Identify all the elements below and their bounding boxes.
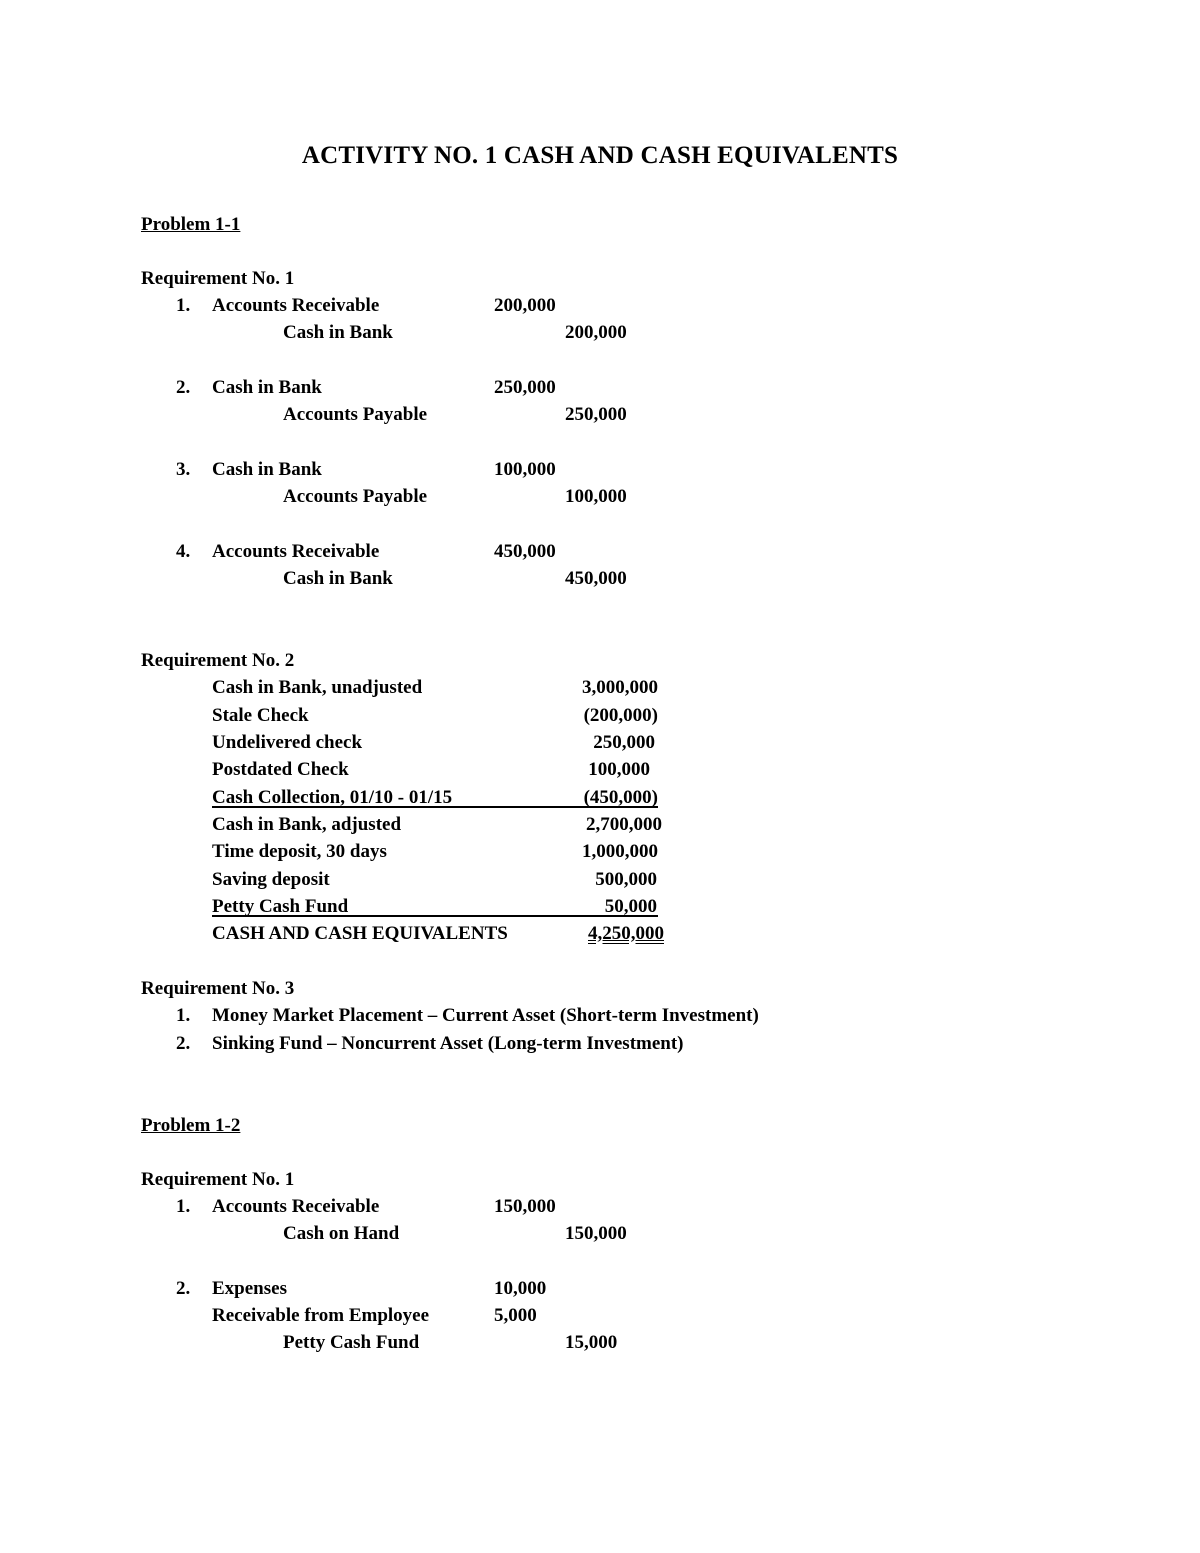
req3-item-number: 2. [176, 1033, 191, 1054]
p2-entry1-debit-amount: 150,000 [494, 1196, 556, 1217]
req2-row-label: Time deposit, 30 days [212, 841, 387, 862]
req2-total-label: CASH AND CASH EQUIVALENTS [212, 923, 508, 944]
subtotal-underline [212, 806, 658, 808]
req2-row-label: Undelivered check [212, 732, 363, 753]
p1-entry4-debit-account: Accounts Receivable [212, 541, 380, 562]
problem-1-1-heading: Problem 1-1 [141, 214, 241, 235]
p2-entry1-number: 1. [176, 1196, 191, 1217]
req2-row-amount: (450,000) [583, 787, 658, 808]
p2-entry2-debit1-account: Expenses [212, 1278, 287, 1299]
req2-row-amount: 3,000,000 [582, 677, 658, 698]
req2-total-amount: 4,250,000 [588, 923, 664, 944]
p1-entry3-debit-account: Cash in Bank [212, 459, 322, 480]
p1-entry2-number: 2. [176, 377, 191, 398]
p2-entry2-debit1-amount: 10,000 [494, 1278, 547, 1299]
req3-item-text: Sinking Fund – Noncurrent Asset (Long-term Investment) [212, 1033, 684, 1054]
req2-row-amount: 500,000 [595, 869, 657, 890]
req2-row-amount: 250,000 [593, 732, 655, 753]
req2-row-amount: (200,000) [583, 705, 658, 726]
p2-req1-heading: Requirement No. 1 [141, 1169, 295, 1190]
req3-item-number: 1. [176, 1005, 191, 1026]
p1-entry3-credit-amount: 100,000 [565, 486, 627, 507]
p1-entry3-credit-account: Accounts Payable [283, 486, 428, 507]
p1-entry1-debit-amount: 200,000 [494, 295, 556, 316]
req2-row-label: Cash Collection, 01/10 - 01/15 [212, 787, 453, 808]
req2-row-amount: 2,700,000 [586, 814, 662, 835]
p1-entry1-debit-account: Accounts Receivable [212, 295, 380, 316]
p1-entry4-debit-amount: 450,000 [494, 541, 556, 562]
req2-row-label: Saving deposit [212, 869, 330, 890]
req2-row-amount: 50,000 [604, 896, 657, 917]
p1-entry1-number: 1. [176, 295, 191, 316]
p2-entry1-credit-account: Cash on Hand [283, 1223, 400, 1244]
p1-req1-heading: Requirement No. 1 [141, 268, 295, 289]
req2-row-amount: 100,000 [588, 759, 650, 780]
p2-entry1-credit-amount: 150,000 [565, 1223, 627, 1244]
p2-entry2-credit-amount: 15,000 [565, 1332, 618, 1353]
p1-entry1-credit-account: Cash in Bank [283, 322, 393, 343]
p1-entry2-credit-amount: 250,000 [565, 404, 627, 425]
subtotal-underline [212, 915, 658, 917]
p2-entry2-debit2-account: Receivable from Employee [212, 1305, 430, 1326]
p1-req2-heading: Requirement No. 2 [141, 650, 295, 671]
req3-item-text: Money Market Placement – Current Asset (Short-term Investment) [212, 1005, 759, 1026]
document-title: ACTIVITY NO. 1 CASH AND CASH EQUIVALENTS [301, 142, 899, 169]
problem-1-2-heading: Problem 1-2 [141, 1115, 241, 1136]
req2-row-amount: 1,000,000 [582, 841, 658, 862]
p1-entry1-credit-amount: 200,000 [565, 322, 627, 343]
p1-entry4-number: 4. [176, 541, 191, 562]
p1-entry2-credit-account: Accounts Payable [283, 404, 428, 425]
p2-entry2-number: 2. [176, 1278, 191, 1299]
p1-entry4-credit-amount: 450,000 [565, 568, 627, 589]
p2-entry2-credit-account: Petty Cash Fund [283, 1332, 420, 1353]
req2-row-label: Stale Check [212, 705, 309, 726]
p1-entry4-credit-account: Cash in Bank [283, 568, 393, 589]
req2-row-label: Cash in Bank, unadjusted [212, 677, 423, 698]
p1-entry3-number: 3. [176, 459, 191, 480]
p1-req3-heading: Requirement No. 3 [141, 978, 295, 999]
p2-entry2-debit2-amount: 5,000 [494, 1305, 537, 1326]
p2-entry1-debit-account: Accounts Receivable [212, 1196, 380, 1217]
p1-entry2-debit-amount: 250,000 [494, 377, 556, 398]
req2-row-label: Cash in Bank, adjusted [212, 814, 402, 835]
p1-entry2-debit-account: Cash in Bank [212, 377, 322, 398]
req2-row-label: Petty Cash Fund [212, 896, 349, 917]
req2-row-label: Postdated Check [212, 759, 349, 780]
p1-entry3-debit-amount: 100,000 [494, 459, 556, 480]
